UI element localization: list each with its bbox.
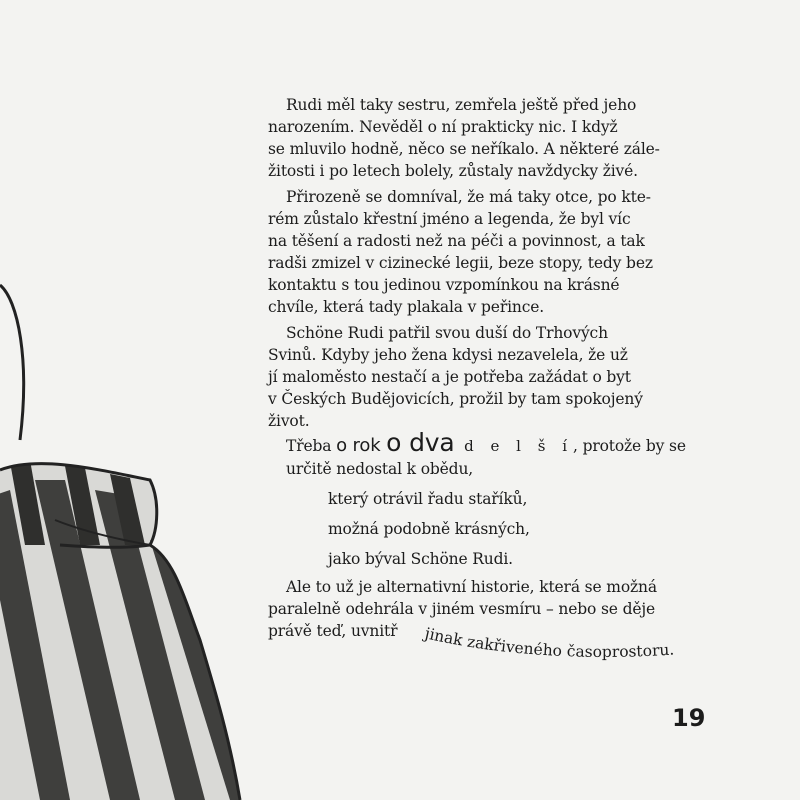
text-line: radši zmizel v cizinecké legii, beze stopy, tedy bez: [268, 254, 653, 272]
text-line: život.: [268, 412, 310, 430]
growing-word-1: Třeba: [286, 437, 337, 455]
text-line: rém zůstalo křestní jméno a legenda, že byl víc: [268, 210, 631, 228]
poem-line: který otrávil řadu staříků,: [328, 490, 528, 508]
text-line: žitosti i po letech bolely, zůstaly navždycky živé.: [268, 162, 638, 180]
poem-line: jako býval Schöne Rudi.: [328, 550, 513, 568]
text-line: jí maloměsto nestačí a je potřeba zažádat o byt: [268, 368, 631, 386]
poem-line: možná podobně krásných,: [328, 520, 530, 538]
text-line: chvíle, která tady plakala v peřince.: [268, 298, 545, 316]
growing-word-5: , protože by se: [573, 437, 686, 455]
text-line: narozením. Nevěděl o ní prakticky nic. I když: [268, 118, 618, 136]
text-line: Ale to už je alternativní historie, která se možná: [286, 578, 657, 596]
text-line: Rudi měl taky sestru, zemřela ještě před jeho: [286, 96, 637, 114]
text-line: Svinů. Kdyby jeho žena kdysi nezavelela, že už: [268, 346, 628, 364]
text-line: kontaktu s tou jedinou vzpomínkou na krásné: [268, 276, 620, 294]
text-line: na těšení a radosti než na péči a povinnost, a tak: [268, 232, 645, 250]
text-line: Přirozeně se domníval, že má taky otce, po kte-: [286, 188, 651, 206]
spaced-word: d e l š í: [464, 437, 574, 455]
text-line: určitě nedostal k obědu,: [286, 460, 474, 478]
text-line: právě teď, uvnitř: [268, 622, 398, 640]
text-line: se mluvilo hodně, něco se neříkalo. A některé zále-: [268, 140, 660, 158]
text-line: Schöne Rudi patřil svou duší do Trhových: [286, 324, 608, 342]
growing-word-2: o rok: [336, 435, 387, 456]
curved-text-path: jinak zakřiveného časoprostoru.: [423, 624, 675, 661]
curved-text: [421, 624, 675, 661]
page-number: 19: [672, 704, 706, 732]
text-line: v Českých Budějovicích, prožil by tam spokojený: [268, 390, 643, 408]
text-line: paralelně odehrála v jiném vesmíru – nebo se děje: [268, 600, 656, 618]
growing-word-3: o dva: [386, 428, 455, 457]
